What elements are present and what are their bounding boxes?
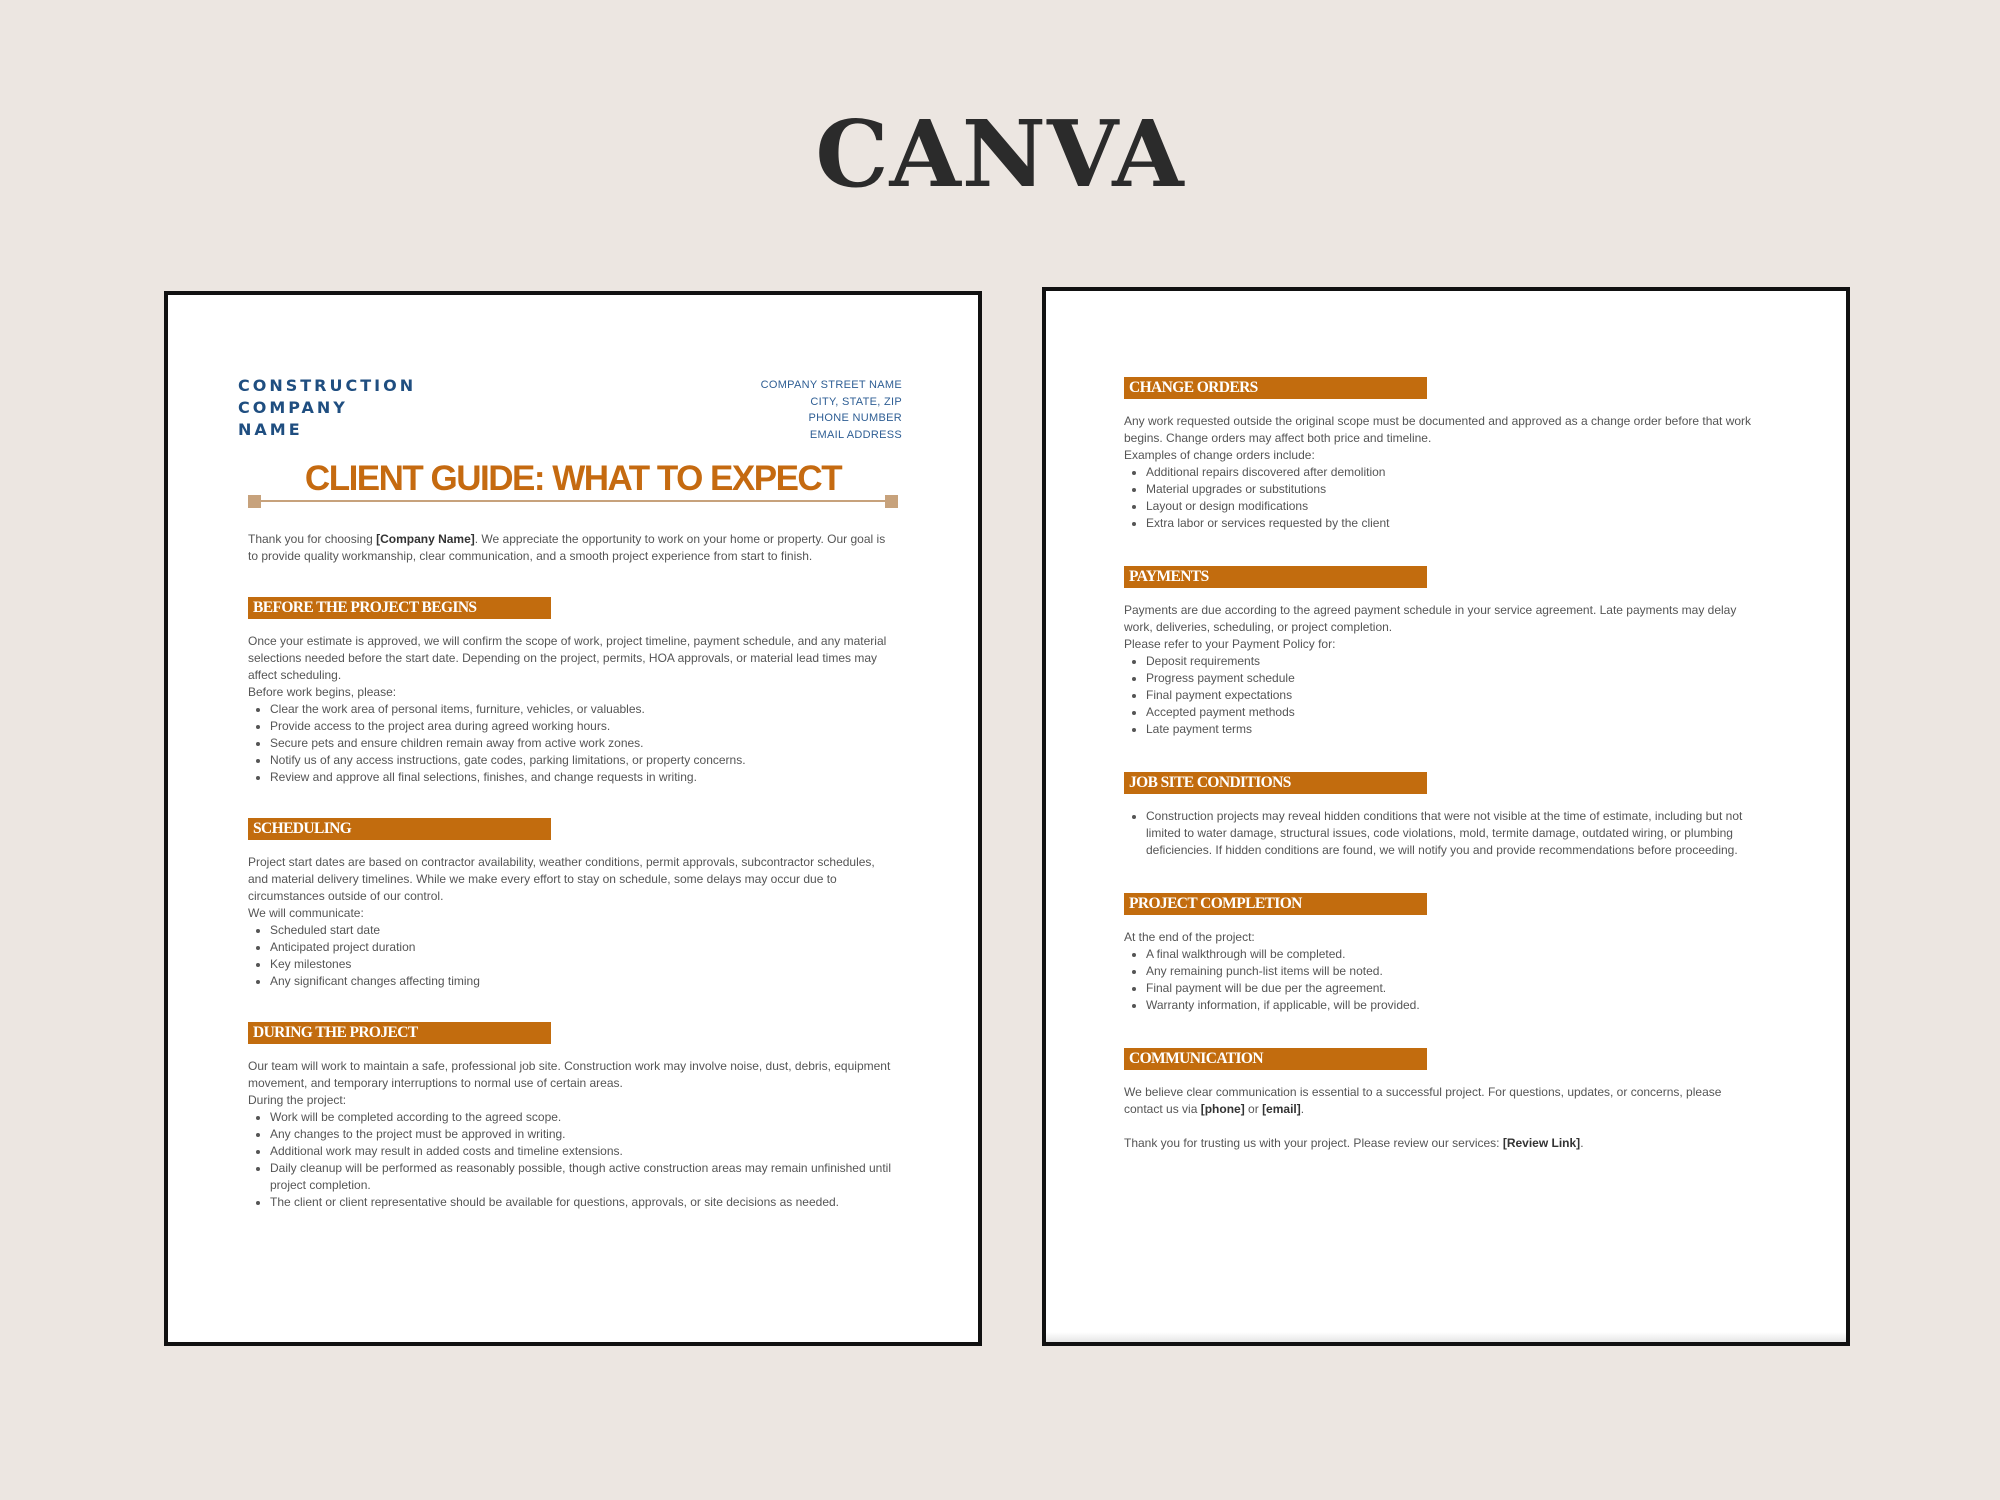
list-item: • Final payment expectations	[1146, 687, 1756, 704]
section-heading: JOB SITE CONDITIONS	[1124, 772, 1427, 794]
bullet-list	[248, 701, 898, 786]
list-item: • Provide access to the project area during agreed working hours.	[270, 718, 898, 735]
list-item: • Any significant changes affecting timing	[270, 973, 898, 990]
list-item: • Late payment terms	[1146, 721, 1756, 738]
thanks-paragraph	[1124, 1135, 1756, 1152]
section-heading: CHANGE ORDERS	[1124, 377, 1427, 399]
section-lead: During the project:	[248, 1093, 347, 1107]
list-item: • Progress payment schedule	[1146, 670, 1756, 687]
intro-text: Thank you for choosing	[248, 532, 377, 546]
list-item: • Work will be completed according to the agreed scope.	[270, 1109, 898, 1126]
section-during-project	[248, 1022, 898, 1211]
bullet-list	[1124, 946, 1756, 1014]
list-item: • Additional repairs discovered after demolition	[1146, 464, 1756, 481]
company-name-line: NAME	[238, 420, 303, 439]
page-1-content	[248, 531, 898, 1211]
section-heading: DURING THE PROJECT	[248, 1022, 551, 1044]
section-project-completion	[1124, 893, 1756, 1014]
list-item: • Daily cleanup will be performed as reasonably possible, though active construction areas may remain unfinished until project completion.	[270, 1160, 898, 1194]
company-name	[238, 375, 416, 441]
list-item: • Final payment will be due per the agreement.	[1146, 980, 1756, 997]
document-title: CLIENT GUIDE: WHAT TO EXPECT	[304, 459, 842, 498]
section-paragraph: Any work requested outside the original scope must be documented and approved as a change order before that work begins. Change orders may affect both price and timeline.	[1124, 414, 1752, 445]
title-divider	[250, 500, 896, 502]
list-item: • Notify us of any access instructions, gate codes, parking limitations, or property concerns.	[270, 752, 898, 769]
section-lead: Please refer to your Payment Policy for:	[1124, 637, 1336, 651]
address-line: COMPANY STREET NAME	[760, 379, 902, 391]
list-item: • Scheduled start date	[270, 922, 898, 939]
intro-paragraph	[248, 531, 898, 565]
list-item: • Deposit requirements	[1146, 653, 1756, 670]
section-paragraph: Our team will work to maintain a safe, professional job site. Construction work may involve noise, dust, debris, equipment movement, and temporary interruptions to normal use of certain areas.	[248, 1059, 891, 1090]
section-heading: PROJECT COMPLETION	[1124, 893, 1427, 915]
section-paragraph: Once your estimate is approved, we will confirm the scope of work, project timeline, payment schedule, and any material selections needed before the start date. Depending on the project, permits, HOA approvals, or material lead times may affect scheduling.	[248, 634, 887, 682]
bullet-list	[248, 922, 898, 990]
list-item: • The client or client representative should be available for questions, approvals, or site decisions as needed.	[270, 1194, 898, 1211]
divider-end-left	[248, 495, 261, 508]
list-item: • Clear the work area of personal items, furniture, vehicles, or valuables.	[270, 701, 898, 718]
page-2-content	[1124, 377, 1756, 1152]
divider-end-right	[885, 495, 898, 508]
intro-text: . We appreciate the opportunity to work on your home or property. Our goal is to provide quality workmanship, clear communication, and a smooth project experience from start to finish.	[248, 532, 886, 563]
bullet-list	[1124, 653, 1756, 738]
bullet-list	[1124, 808, 1756, 859]
bullet-list	[1124, 464, 1756, 532]
company-name-line: COMPANY	[238, 398, 348, 417]
list-item: • Warranty information, if applicable, will be provided.	[1146, 997, 1756, 1014]
address-line: PHONE NUMBER	[808, 412, 902, 424]
section-heading: BEFORE THE PROJECT BEGINS	[248, 597, 551, 619]
section-job-site-conditions	[1124, 772, 1756, 859]
list-item: • A final walkthrough will be completed.	[1146, 946, 1756, 963]
section-lead: We will communicate:	[248, 906, 364, 920]
communication-paragraph	[1124, 1084, 1756, 1118]
section-heading: COMMUNICATION	[1124, 1048, 1427, 1070]
list-item: • Extra labor or services requested by the client	[1146, 515, 1756, 532]
section-change-orders	[1124, 377, 1756, 532]
list-item: • Accepted payment methods	[1146, 704, 1756, 721]
list-item: • Construction projects may reveal hidden conditions that were not visible at the time of estimate, including but not limited to water damage, structural issues, code violations, mold, termite damage, outdated wiring, or plumbing deficiencies. If hidden conditions are found, we will notify you and provide recommendations before proceeding.	[1146, 808, 1756, 859]
section-scheduling	[248, 818, 898, 990]
bullet-list	[248, 1109, 898, 1211]
address-line: CITY, STATE, ZIP	[810, 395, 902, 408]
communication-text: .	[1300, 1102, 1305, 1116]
list-item: • Any changes to the project must be approved in writing.	[270, 1126, 898, 1143]
section-paragraph: Payments are due according to the agreed payment schedule in your service agreement. Late payments may delay work, deliveries, scheduling, or project completion.	[1124, 603, 1737, 634]
section-paragraph: Project start dates are based on contractor availability, weather conditions, permit approvals, subcontractor schedules, and material delivery timelines. While we make every effort to stay on schedule, some delays may occur due to circumstances outside of our control.	[248, 855, 875, 903]
company-address	[761, 377, 902, 443]
company-name-line: CONSTRUCTION	[238, 376, 417, 395]
list-item: • Additional work may result in added costs and timeline extensions.	[270, 1143, 898, 1160]
communication-text: We believe clear communication is essential to a successful project. For questions, updates, or concerns, please contact us via	[1124, 1085, 1722, 1116]
thanks-text: .	[1580, 1136, 1584, 1150]
email-placeholder: [email]	[1262, 1102, 1301, 1116]
list-item: • Review and approve all final selections, finishes, and change requests in writing.	[270, 769, 898, 786]
list-item: • Any remaining punch-list items will be noted.	[1146, 963, 1756, 980]
document-page-1	[164, 291, 982, 1346]
brand-title: CANVA	[815, 100, 1185, 208]
thanks-text: Thank you for trusting us with your project. Please review our services:	[1124, 1136, 1503, 1150]
company-name-placeholder: [Company Name]	[376, 532, 475, 546]
list-item: • Secure pets and ensure children remain away from active work zones.	[270, 735, 898, 752]
phone-placeholder: [phone]	[1200, 1102, 1245, 1116]
list-item: • Layout or design modifications	[1146, 498, 1756, 515]
section-payments	[1124, 566, 1756, 738]
section-heading: PAYMENTS	[1124, 566, 1427, 588]
document-page-2	[1042, 287, 1850, 1346]
section-lead: Before work begins, please:	[248, 685, 397, 699]
page-shadow	[1046, 1332, 1846, 1342]
section-lead: Examples of change orders include:	[1124, 448, 1315, 462]
section-before-project	[248, 597, 898, 786]
section-heading: SCHEDULING	[248, 818, 551, 840]
list-item: • Anticipated project duration	[270, 939, 898, 956]
review-link-placeholder: [Review Link]	[1502, 1136, 1581, 1150]
address-line: EMAIL ADDRESS	[809, 428, 902, 441]
communication-text: or	[1244, 1102, 1263, 1116]
section-communication	[1124, 1048, 1756, 1152]
section-lead: At the end of the project:	[1124, 930, 1255, 944]
list-item: • Key milestones	[270, 956, 898, 973]
list-item: • Material upgrades or substitutions	[1146, 481, 1756, 498]
